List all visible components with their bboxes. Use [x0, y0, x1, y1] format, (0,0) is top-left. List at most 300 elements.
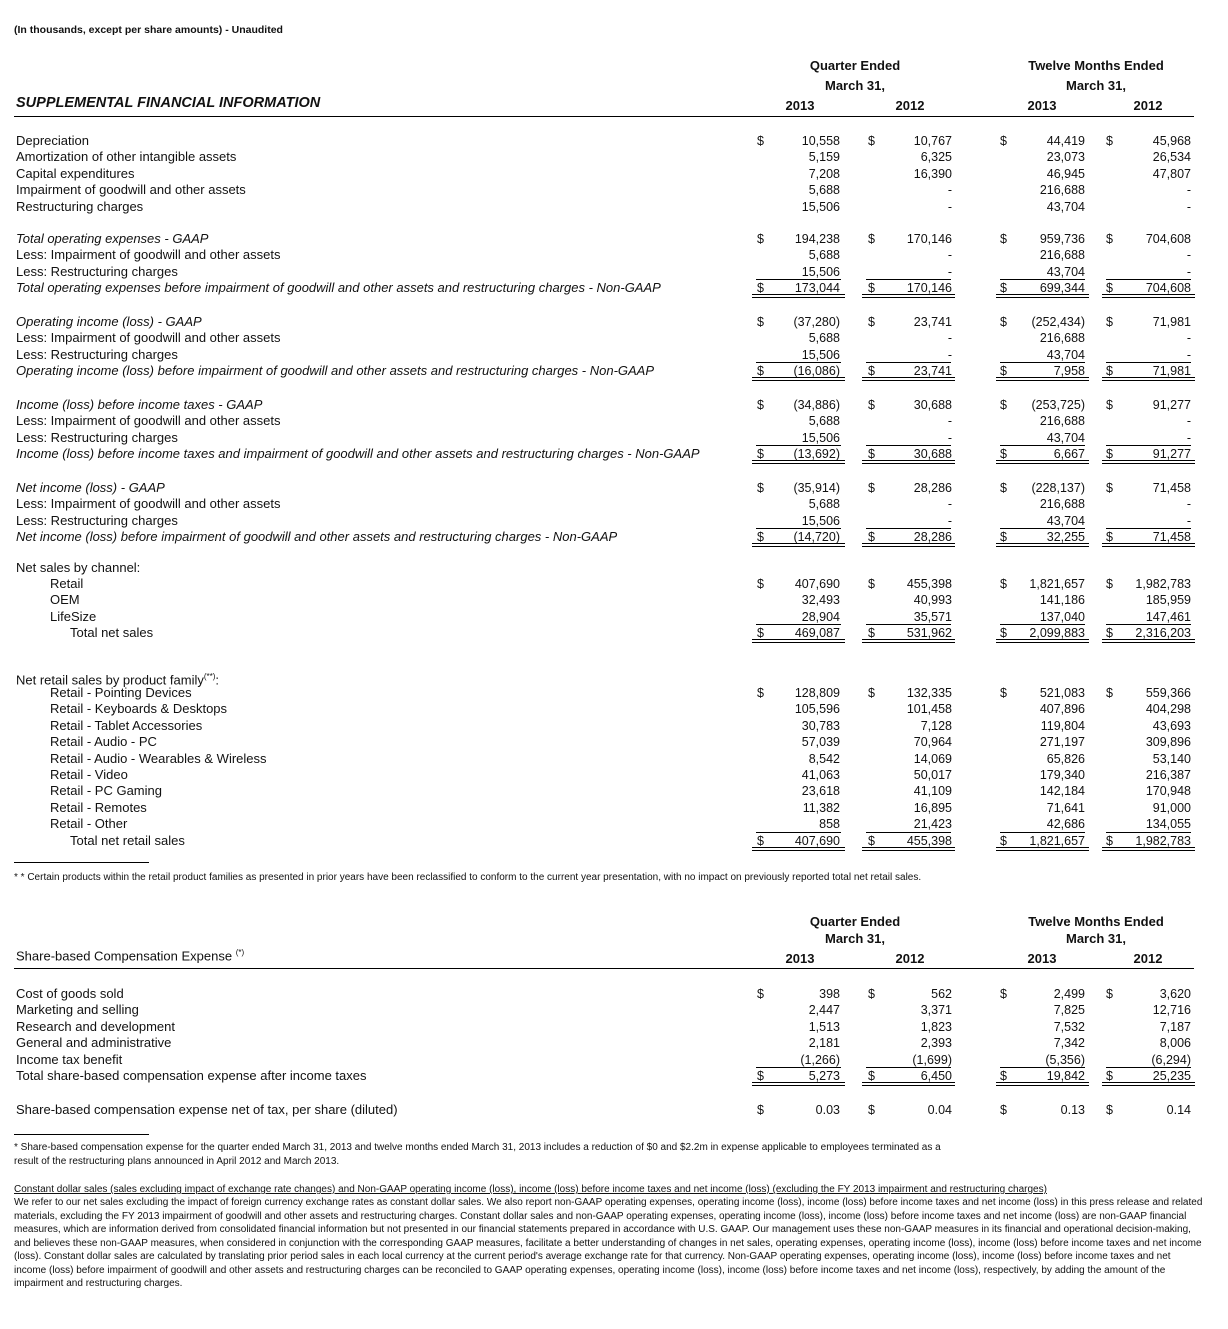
- sbc-row-label: General and administrative: [16, 1035, 172, 1051]
- channel-cell-t2013: 2,099,883: [1029, 626, 1085, 641]
- header2-twelve-months: Twelve Months Ended: [1028, 914, 1164, 929]
- block3-cell-q2013: (37,280): [793, 315, 840, 329]
- currency-symbol: $: [868, 1103, 875, 1117]
- family-cell-t2013: 65,826: [1046, 751, 1085, 766]
- block3-cell-q2012: -: [947, 331, 952, 346]
- block1-cell-q2013: 5,688: [808, 183, 840, 198]
- total-double-rule: [1102, 377, 1195, 381]
- block1-cell-t2012: -: [1186, 183, 1191, 198]
- family-cell-t2013: 42,686: [1046, 817, 1085, 832]
- block5-row-label: Less: Restructuring charges: [16, 512, 178, 528]
- per-share-cell-q2013: 0.03: [815, 1103, 840, 1117]
- channel-row-label: Total net sales: [70, 625, 154, 641]
- block5-cell-q2013: (35,914): [793, 481, 840, 495]
- family-cell-q2012: 41,109: [913, 784, 952, 799]
- subtotal-rule: [866, 362, 951, 363]
- block4-cell-q2012: -: [947, 430, 952, 445]
- sbc-row-label: Marketing and selling: [16, 1002, 139, 1018]
- sbc-title-text: Share-based Compensation Expense: [16, 948, 233, 964]
- currency-symbol: $: [1106, 987, 1113, 1001]
- block4-row-label: Less: Restructuring charges: [16, 429, 178, 445]
- block2-cell-t2013: 43,704: [1046, 264, 1085, 279]
- header2-year-t-2012: 2012: [1133, 951, 1163, 966]
- family-cell-q2013: 23,618: [801, 784, 840, 799]
- block4-cell-t2013: (253,725): [1031, 398, 1085, 412]
- family-cell-t2012: 43,693: [1152, 718, 1191, 733]
- total-double-rule: [996, 294, 1089, 298]
- block1-cell-q2013: 10,558: [801, 134, 840, 148]
- family-cell-t2012: 91,000: [1152, 800, 1191, 815]
- block3-cell-t2012: -: [1186, 347, 1191, 362]
- family-row-label: Retail - PC Gaming: [50, 783, 162, 799]
- currency-symbol: $: [757, 281, 764, 296]
- total-double-rule: [862, 460, 955, 464]
- currency-symbol: $: [868, 232, 875, 246]
- block1-row-label: Amortization of other intangible assets: [16, 149, 237, 165]
- currency-symbol: $: [1106, 577, 1113, 591]
- total-double-rule: [862, 543, 955, 547]
- sbc-cell-q2012: (1,699): [912, 1052, 952, 1067]
- header-quarter-date: March 31,: [825, 78, 885, 93]
- per-share-cell-q2012: 0.04: [927, 1103, 952, 1117]
- family-row-label: Total net retail sales: [70, 832, 185, 848]
- sbc-row-label: Income tax benefit: [16, 1051, 123, 1067]
- family-cell-q2013: 105,596: [794, 702, 840, 717]
- total-double-rule: [996, 377, 1089, 381]
- channel-cell-q2013: 32,493: [801, 593, 840, 608]
- block3-cell-t2013: 43,704: [1046, 347, 1085, 362]
- block3-cell-t2013: 7,958: [1053, 364, 1085, 379]
- block4-row-label: Less: Impairment of goodwill and other assets: [16, 413, 281, 429]
- total-double-rule: [862, 1082, 955, 1086]
- block2-row-label: Less: Restructuring charges: [16, 263, 178, 279]
- subtotal-rule: [1000, 362, 1085, 363]
- block2-cell-t2013: 959,736: [1039, 232, 1085, 246]
- block1-cell-t2013: 23,073: [1046, 150, 1085, 165]
- block3-cell-q2012: -: [947, 347, 952, 362]
- currency-symbol: $: [1106, 626, 1113, 641]
- sbc-row-label: Research and development: [16, 1018, 175, 1034]
- family-title-text: Net retail sales by product family: [16, 672, 204, 688]
- block1-cell-t2012: -: [1186, 199, 1191, 214]
- block4-row-label: Income (loss) before income taxes - GAAP: [16, 397, 263, 412]
- header-year-t-2013: 2013: [1027, 98, 1057, 113]
- block5-cell-t2012: -: [1186, 513, 1191, 528]
- sbc-cell-q2013: 2,447: [808, 1003, 840, 1018]
- header-year-q-2013: 2013: [785, 98, 815, 113]
- family-cell-q2012: 132,335: [906, 686, 952, 700]
- family-title-sup: (**): [203, 672, 216, 681]
- family-cell-t2013: 521,083: [1039, 686, 1085, 700]
- total-double-rule: [752, 639, 845, 643]
- currency-symbol: $: [757, 530, 764, 545]
- block1-cell-q2013: 7,208: [808, 166, 840, 181]
- block3-cell-q2012: 23,741: [913, 364, 952, 379]
- block3-cell-q2012: 23,741: [913, 315, 952, 329]
- family-row-label: Retail - Tablet Accessories: [50, 717, 203, 733]
- family-cell-q2013: 57,039: [801, 735, 840, 750]
- block5-cell-q2012: -: [947, 513, 952, 528]
- family-cell-q2013: 407,690: [794, 833, 840, 848]
- header-twelve-months-date: March 31,: [1066, 78, 1126, 93]
- family-row-label: Retail - Other: [50, 816, 128, 832]
- currency-symbol: $: [1106, 281, 1113, 296]
- channel-cell-q2012: 35,571: [913, 609, 952, 624]
- block5-cell-q2012: -: [947, 497, 952, 512]
- sbc-row-label: Total share-based compensation expense after income taxes: [16, 1068, 367, 1083]
- header2-year-q-2013: 2013: [785, 951, 815, 966]
- subtotal-rule: [866, 279, 951, 280]
- channel-row-label: Retail: [50, 576, 84, 591]
- block2-cell-q2012: 170,146: [906, 232, 952, 246]
- channel-title: Net sales by channel:: [16, 560, 141, 575]
- block1-row-label: Restructuring charges: [16, 198, 144, 214]
- currency-symbol: $: [1000, 577, 1007, 591]
- header2-quarter-date: March 31,: [825, 931, 885, 946]
- family-cell-t2012: 559,366: [1145, 686, 1191, 700]
- subtotal-rule: [866, 624, 951, 625]
- block1-cell-q2012: 16,390: [913, 166, 952, 181]
- family-row-label: Retail - Audio - Wearables & Wireless: [50, 750, 267, 766]
- total-double-rule: [996, 460, 1089, 464]
- block4-cell-q2012: 30,688: [913, 447, 952, 462]
- block1-cell-q2013: 15,506: [801, 199, 840, 214]
- currency-symbol: $: [1000, 686, 1007, 700]
- subtotal-rule: [866, 1067, 951, 1068]
- total-double-rule: [752, 294, 845, 298]
- currency-symbol: $: [1000, 134, 1007, 148]
- block2-row-label: Total operating expenses before impairment of goodwill and other assets and restructuring charges - Non-GAAP: [16, 280, 661, 296]
- block3-cell-q2013: 15,506: [801, 347, 840, 362]
- family-cell-t2013: 119,804: [1040, 718, 1085, 733]
- currency-symbol: $: [757, 481, 764, 495]
- family-cell-q2012: 455,398: [906, 833, 952, 848]
- sbc-cell-t2013: (5,356): [1045, 1052, 1085, 1067]
- header-year-q-2012: 2012: [895, 98, 925, 113]
- block3-cell-t2013: 216,688: [1039, 331, 1085, 346]
- currency-symbol: $: [1106, 364, 1113, 379]
- block2-cell-q2012: 170,146: [906, 281, 952, 296]
- per-share-cell-t2012: 0.14: [1166, 1103, 1191, 1117]
- total-double-rule: [862, 377, 955, 381]
- subtotal-rule: [756, 279, 841, 280]
- block5-row-label: Net income (loss) before impairment of goodwill and other assets and restructuring charges - Non-GAAP: [16, 529, 618, 545]
- channel-cell-t2013: 1,821,657: [1029, 577, 1085, 591]
- subtotal-rule: [866, 528, 951, 529]
- block1-cell-q2012: -: [947, 183, 952, 198]
- block4-cell-t2013: 6,667: [1053, 447, 1085, 462]
- currency-symbol: $: [868, 833, 875, 848]
- currency-symbol: $: [868, 1069, 875, 1083]
- block2-cell-q2013: 15,506: [801, 264, 840, 279]
- currency-symbol: $: [757, 315, 764, 329]
- subtotal-rule: [1106, 1067, 1191, 1068]
- family-cell-q2013: 41,063: [801, 768, 840, 782]
- subtotal-rule: [1000, 279, 1085, 280]
- channel-cell-t2013: 141,186: [1039, 593, 1085, 608]
- subtotal-rule: [1106, 528, 1191, 529]
- currency-symbol: $: [868, 577, 875, 591]
- currency-symbol: $: [868, 315, 875, 329]
- family-cell-q2012: 16,895: [913, 800, 952, 815]
- block2-cell-t2012: -: [1186, 264, 1191, 279]
- currency-symbol: $: [1106, 398, 1113, 412]
- sbc-title: [16, 948, 244, 963]
- currency-symbol: $: [1000, 1069, 1007, 1083]
- family-cell-t2012: 170,948: [1145, 784, 1191, 799]
- currency-symbol: $: [1000, 987, 1007, 1001]
- block1-row-label: Impairment of goodwill and other assets: [16, 182, 246, 198]
- family-title: [16, 669, 219, 688]
- channel-row-label: OEM: [50, 592, 80, 608]
- currency-symbol: $: [868, 686, 875, 700]
- family-cell-t2012: 216,387: [1145, 768, 1191, 782]
- sbc-cell-t2013: 7,342: [1053, 1036, 1085, 1051]
- currency-symbol: $: [757, 232, 764, 246]
- subtotal-rule: [1000, 624, 1085, 625]
- block4-cell-t2013: 216,688: [1039, 414, 1085, 429]
- total-double-rule: [1102, 543, 1195, 547]
- total-double-rule: [1102, 294, 1195, 298]
- channel-cell-q2012: 455,398: [906, 577, 952, 591]
- total-double-rule: [862, 294, 955, 298]
- block3-cell-t2012: -: [1186, 331, 1191, 346]
- channel-cell-q2012: 531,962: [906, 626, 952, 641]
- family-cell-q2013: 30,783: [801, 718, 840, 733]
- sbc-cell-t2013: 7,825: [1053, 1003, 1085, 1018]
- total-double-rule: [1102, 847, 1195, 851]
- family-cell-q2012: 7,128: [920, 718, 952, 733]
- currency-symbol: $: [1000, 398, 1007, 412]
- block4-cell-t2013: 43,704: [1046, 430, 1085, 445]
- total-double-rule: [996, 847, 1089, 851]
- sbc-cell-q2013: 5,273: [808, 1069, 840, 1083]
- family-cell-t2013: 71,641: [1046, 800, 1085, 815]
- block5-cell-q2012: 28,286: [913, 530, 952, 545]
- block5-cell-q2013: (14,720): [793, 530, 840, 545]
- per-share-label: Share-based compensation expense net of tax, per share (diluted): [16, 1102, 398, 1117]
- block2-cell-t2012: 704,608: [1145, 232, 1191, 246]
- block4-cell-t2012: -: [1186, 414, 1191, 429]
- currency-symbol: $: [1000, 626, 1007, 641]
- currency-symbol: $: [1106, 134, 1113, 148]
- block2-cell-t2013: 699,344: [1039, 281, 1085, 296]
- currency-symbol: $: [868, 447, 875, 462]
- currency-symbol: $: [1000, 281, 1007, 296]
- currency-symbol: $: [1000, 1103, 1007, 1117]
- currency-symbol: $: [757, 134, 764, 148]
- subtotal-rule: [1000, 445, 1085, 446]
- currency-symbol: $: [1106, 1103, 1113, 1117]
- subtotal-rule: [1000, 528, 1085, 529]
- subtotal-rule: [756, 445, 841, 446]
- block3-cell-q2013: (16,086): [793, 364, 840, 379]
- block2-cell-q2013: 173,044: [794, 281, 840, 296]
- family-cell-q2013: 128,809: [794, 686, 840, 700]
- block1-cell-t2013: 46,945: [1046, 166, 1085, 181]
- footnote-rule: [14, 862, 149, 863]
- block5-cell-q2013: 5,688: [808, 497, 840, 512]
- subtotal-rule: [756, 362, 841, 363]
- block1-cell-t2012: 45,968: [1152, 134, 1191, 148]
- channel-cell-q2012: 40,993: [913, 593, 952, 608]
- currency-symbol: $: [1106, 315, 1113, 329]
- sbc-cell-t2012: 7,187: [1159, 1019, 1191, 1034]
- currency-symbol: $: [757, 398, 764, 412]
- subtotal-rule: [756, 624, 841, 625]
- block1-row-label: Depreciation: [16, 133, 89, 148]
- currency-symbol: $: [1106, 686, 1113, 700]
- block2-cell-q2013: 194,238: [794, 232, 840, 246]
- family-cell-q2012: 14,069: [913, 751, 952, 766]
- block1-cell-t2012: 26,534: [1152, 150, 1191, 165]
- total-double-rule: [1102, 460, 1195, 464]
- sbc-cell-q2013: 1,513: [808, 1019, 840, 1034]
- total-double-rule: [1102, 1082, 1195, 1086]
- sbc-cell-q2013: 2,181: [808, 1036, 840, 1051]
- total-double-rule: [1102, 639, 1195, 643]
- currency-symbol: $: [757, 364, 764, 379]
- channel-row-label: LifeSize: [50, 608, 97, 624]
- family-row-label: Retail - Remotes: [50, 799, 147, 815]
- block2-row-label: Total operating expenses - GAAP: [16, 231, 209, 246]
- currency-symbol: $: [1000, 315, 1007, 329]
- channel-cell-q2013: 407,690: [794, 577, 840, 591]
- block3-row-label: Less: Restructuring charges: [16, 346, 178, 362]
- footnote-sbc: * Share-based compensation expense for the quarter ended March 31, 2013 and twelve months ended March 31, 2013 includes a reduction of $0 and $2.2m in expense applicable to employees terminated as a result of the restructuring plans announced in April 2012 and March 2013.: [14, 1142, 941, 1167]
- currency-symbol: $: [757, 987, 764, 1001]
- subtotal-rule: [1106, 624, 1191, 625]
- currency-symbol: $: [1000, 447, 1007, 462]
- total-double-rule: [752, 377, 845, 381]
- block4-cell-q2013: 15,506: [801, 430, 840, 445]
- channel-cell-t2013: 137,040: [1039, 609, 1085, 624]
- currency-symbol: $: [757, 1103, 764, 1117]
- header2-quarter-ended: Quarter Ended: [809, 914, 901, 929]
- total-double-rule: [996, 543, 1089, 547]
- family-cell-q2012: 50,017: [913, 768, 952, 782]
- per-share-cell-t2013: 0.13: [1060, 1103, 1085, 1117]
- report-caption: (In thousands, except per share amounts) - Unaudited: [14, 24, 283, 36]
- block2-cell-q2012: -: [947, 264, 952, 279]
- block5-cell-q2013: 15,506: [801, 513, 840, 528]
- header2-year-q-2012: 2012: [895, 951, 925, 966]
- currency-symbol: $: [868, 987, 875, 1001]
- block3-row-label: Operating income (loss) before impairment of goodwill and other assets and restructuring charges - Non-GAAP: [16, 363, 655, 379]
- family-row-label: Retail - Video: [50, 767, 128, 782]
- header-year-t-2012: 2012: [1133, 98, 1163, 113]
- currency-symbol: $: [1000, 232, 1007, 246]
- block4-cell-t2012: -: [1186, 430, 1191, 445]
- block4-cell-q2013: (13,692): [793, 447, 840, 462]
- subtotal-rule: [1106, 445, 1191, 446]
- currency-symbol: $: [757, 626, 764, 641]
- family-cell-t2012: 309,896: [1145, 735, 1191, 750]
- sbc-cell-q2012: 1,823: [920, 1019, 952, 1034]
- block5-cell-t2012: 71,458: [1152, 481, 1191, 495]
- block1-cell-t2013: 43,704: [1046, 199, 1085, 214]
- block4-cell-q2012: 30,688: [913, 398, 952, 412]
- family-cell-t2012: 134,055: [1145, 817, 1191, 832]
- block3-cell-q2013: 5,688: [808, 331, 840, 346]
- block1-cell-t2013: 44,419: [1046, 134, 1085, 148]
- header2-year-t-2013: 2013: [1027, 951, 1057, 966]
- header-twelve-months: Twelve Months Ended: [1028, 58, 1164, 73]
- channel-cell-t2012: 185,959: [1145, 593, 1191, 608]
- channel-cell-q2013: 469,087: [794, 626, 840, 641]
- sbc-cell-q2012: 562: [931, 987, 952, 1001]
- sbc-cell-q2012: 3,371: [920, 1003, 952, 1018]
- subtotal-rule: [1000, 1067, 1085, 1068]
- subtotal-rule: [866, 445, 951, 446]
- sbc-title-sup: (*): [235, 948, 245, 957]
- sbc-row-label: Cost of goods sold: [16, 986, 124, 1001]
- block1-cell-q2012: -: [947, 199, 952, 214]
- block1-cell-q2012: 6,325: [920, 150, 952, 165]
- disclosure-body: We refer to our net sales excluding the impact of foreign currency exchange rates as constant dollar sales. We also report non-GAAP operating expenses, operating income (loss), income (loss) before income taxes and net income (loss) in this press release and related materials, excluding the FY 2013 impairment of goodwill and other assets and restructuring charges. Constant dollar sales and non-GAAP operating expenses, operating income (loss), income (loss) before income taxes and net income (loss) are non-GAAP financial measures, which are information derived from consolidated financial information but not presented in our financial statements prepared in accordance with U.S. GAAP. Our management uses these non-GAAP measures in its financial and operational decision-making, and believes these non-GAAP measures, when considered in conjunction with the corresponding GAAP measures, facilitate a better understanding of changes in net sales, operating expenses, operating income (loss), income (loss) before income taxes and net income (loss). Constant dollar sales are calculated by translating prior period sales in each local currency at the current period's average exchange rate for that currency. Non-GAAP operating expenses, operating income (loss), income (loss) before income taxes and net income (loss) before impairment of goodwill and other assets and restructuring charges can be reconciled to GAAP operating expenses, operating income (loss), income (loss) before income taxes and net income (loss), respectively, by adding the amount of the impairment and restructuring charges.: [14, 1197, 1203, 1289]
- family-cell-q2012: 101,458: [906, 702, 952, 717]
- block2-cell-t2012: -: [1186, 248, 1191, 263]
- block3-row-label: Operating income (loss) - GAAP: [16, 314, 202, 329]
- disclosure-title: Constant dollar sales (sales excluding impact of exchange rate changes) and Non-GAAP operating income (loss), income (loss) before income taxes and net income (loss) (excluding the FY 2013 impairment and restructuring charges): [14, 1184, 1047, 1195]
- family-cell-t2013: 179,340: [1039, 768, 1085, 782]
- block5-cell-t2013: (228,137): [1031, 481, 1085, 495]
- subtotal-rule: [1000, 832, 1085, 833]
- total-double-rule: [752, 543, 845, 547]
- currency-symbol: $: [868, 398, 875, 412]
- subtotal-rule: [866, 832, 951, 833]
- sbc-cell-t2013: 7,532: [1053, 1019, 1085, 1034]
- block5-cell-t2012: 71,458: [1152, 530, 1191, 545]
- block2-row-label: Less: Impairment of goodwill and other assets: [16, 247, 281, 263]
- sbc-cell-q2013: (1,266): [800, 1052, 840, 1067]
- total-double-rule: [862, 639, 955, 643]
- block3-cell-t2012: 71,981: [1152, 364, 1191, 379]
- family-cell-q2012: 21,423: [913, 817, 952, 832]
- block1-cell-q2012: 10,767: [913, 134, 952, 148]
- currency-symbol: $: [1000, 364, 1007, 379]
- sbc-cell-q2013: 398: [819, 987, 840, 1001]
- currency-symbol: $: [868, 364, 875, 379]
- family-cell-q2013: 858: [819, 817, 840, 832]
- family-cell-t2012: 1,982,783: [1135, 833, 1191, 848]
- currency-symbol: $: [1106, 833, 1113, 848]
- sbc-cell-t2013: 19,842: [1046, 1069, 1085, 1083]
- block3-cell-t2012: 71,981: [1152, 315, 1191, 329]
- footnote2-rule: [14, 1134, 149, 1135]
- block4-cell-t2012: 91,277: [1152, 398, 1191, 412]
- sbc-cell-q2012: 6,450: [920, 1069, 952, 1083]
- currency-symbol: $: [757, 447, 764, 462]
- currency-symbol: $: [1106, 447, 1113, 462]
- sbc-cell-q2012: 2,393: [920, 1036, 952, 1051]
- subtotal-rule: [756, 528, 841, 529]
- subtotal-rule: [756, 1067, 841, 1068]
- family-cell-t2013: 142,184: [1039, 784, 1085, 799]
- currency-symbol: $: [1106, 232, 1113, 246]
- section-title: SUPPLEMENTAL FINANCIAL INFORMATION: [16, 95, 321, 111]
- family-cell-t2013: 1,821,657: [1029, 833, 1085, 848]
- total-double-rule: [862, 847, 955, 851]
- block2-cell-q2012: -: [947, 248, 952, 263]
- currency-symbol: $: [1106, 481, 1113, 495]
- currency-symbol: $: [868, 281, 875, 296]
- channel-cell-t2012: 1,982,783: [1135, 577, 1191, 591]
- family-cell-t2013: 271,197: [1039, 735, 1085, 750]
- header-rule: [14, 116, 1194, 117]
- family-title-colon: :: [215, 672, 220, 688]
- block1-cell-q2013: 5,159: [808, 150, 840, 165]
